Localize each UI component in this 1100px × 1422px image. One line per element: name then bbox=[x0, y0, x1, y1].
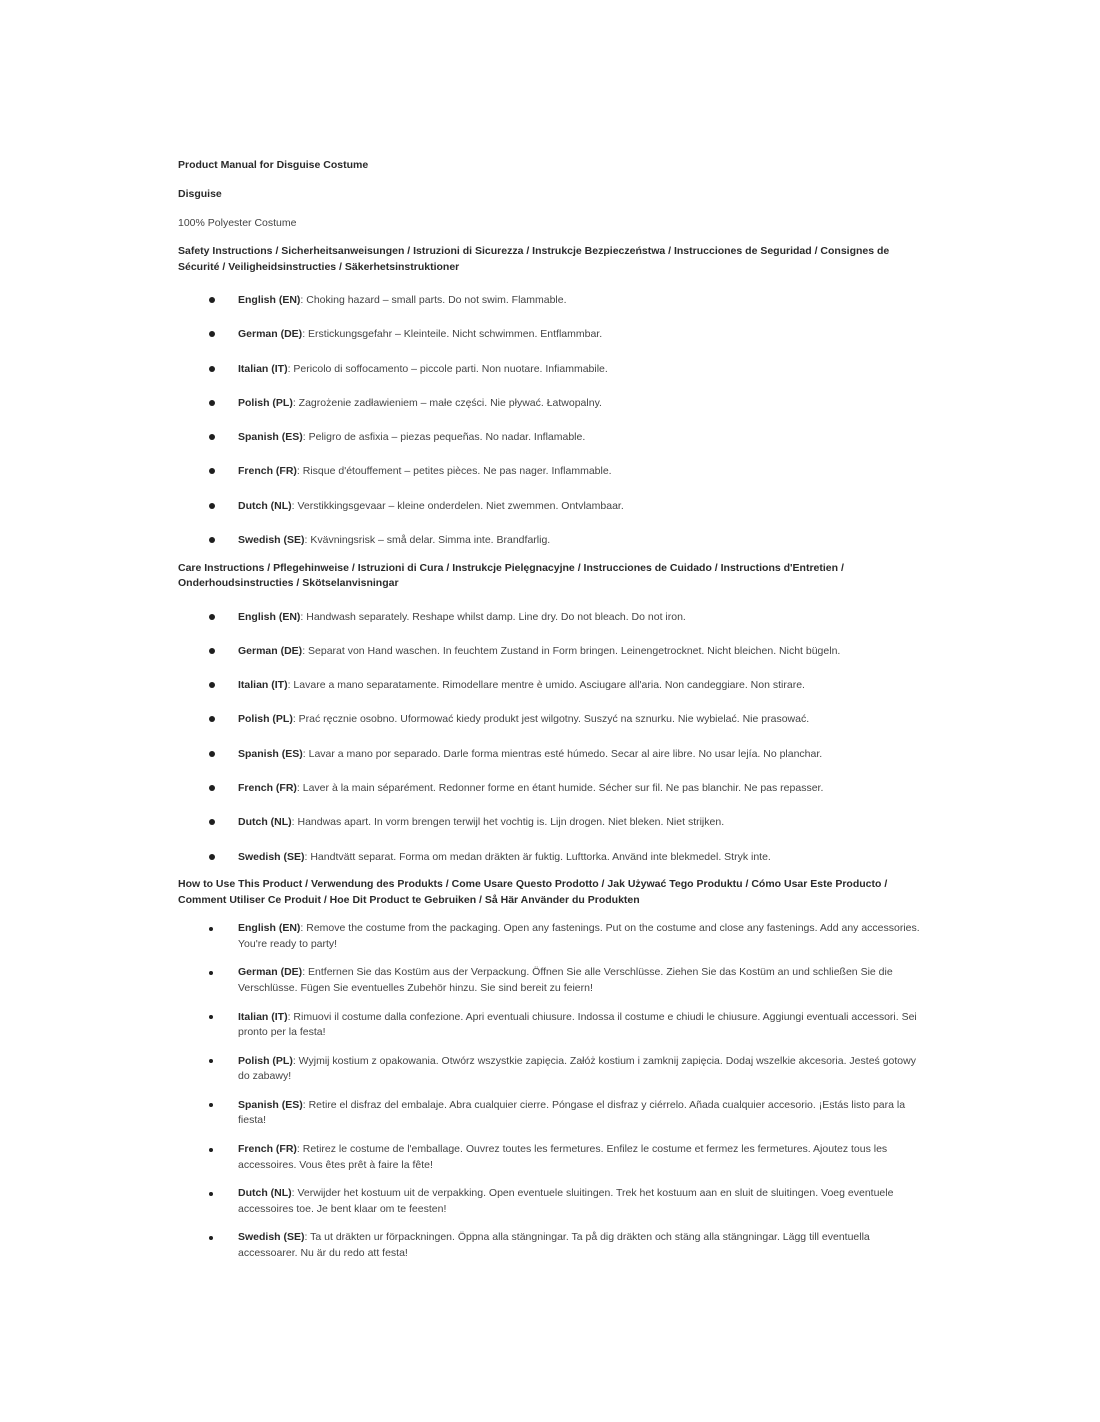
instruction-text: : Erstickungsgefahr – Kleinteile. Nicht schwimmen. Entflammbar. bbox=[302, 328, 603, 341]
list-item bbox=[178, 1142, 928, 1173]
instruction-text: : Separat von Hand waschen. In feuchtem Zustand in Form bringen. Leinengetrocknet. Nicht bleichen. Nicht bügeln. bbox=[302, 644, 841, 657]
instruction-text: : Verstikkingsgevaar – kleine onderdelen. Niet zwemmen. Ontvlambaar. bbox=[291, 499, 624, 512]
instruction-text: : Peligro de asfixia – piezas pequeñas. No nadar. Inflamable. bbox=[302, 431, 586, 444]
language-label: Polish (PL) bbox=[238, 1054, 293, 1067]
instruction-text: : Handwash separately. Reshape whilst damp. Line dry. Do not bleach. Do not iron. bbox=[300, 610, 686, 623]
bullet-icon bbox=[209, 1236, 213, 1240]
list-item bbox=[178, 850, 928, 866]
language-label: Spanish (ES) bbox=[238, 1098, 303, 1111]
list-item bbox=[178, 499, 928, 515]
instruction-text: : Prać ręcznie osobno. Uformować kiedy produkt jest wilgotny. Suszyć na sznurku. Nie wybielać. Nie prasować. bbox=[292, 713, 810, 726]
bullet-icon bbox=[209, 716, 215, 722]
bullet-icon bbox=[209, 648, 215, 654]
instruction-text: : Remove the costume from the packaging. Open any fastenings. Put on the costume and close any fastenings. Add any accessories. You're ready to party! bbox=[238, 922, 920, 950]
instruction-text: : Ta ut dräkten ur förpackningen. Öppna alla stängningar. Ta på dig dräkten och stäng alla stängningar. Lägg till eventuella accessoarer. Nu är du redo att festa! bbox=[238, 1231, 870, 1259]
language-label: German (DE) bbox=[238, 328, 303, 341]
bullet-icon bbox=[209, 1192, 213, 1196]
language-label: Dutch (NL) bbox=[238, 816, 292, 829]
bullet-icon bbox=[209, 1015, 213, 1019]
usage-list bbox=[178, 921, 928, 1261]
instruction-text: : Laver à la main séparément. Redonner forme en étant humide. Sécher sur fil. Ne pas blanchir. Ne pas repasser. bbox=[296, 782, 824, 795]
document-title: Product Manual for Disguise Costume bbox=[178, 159, 369, 171]
language-label: Swedish (SE) bbox=[238, 850, 305, 863]
language-label: Swedish (SE) bbox=[238, 1231, 305, 1244]
bullet-icon bbox=[209, 1103, 213, 1107]
language-label: German (DE) bbox=[238, 966, 303, 979]
bullet-icon bbox=[209, 971, 213, 975]
list-item bbox=[178, 1230, 928, 1261]
bullet-icon bbox=[209, 614, 215, 620]
list-item bbox=[178, 464, 928, 480]
language-label: French (FR) bbox=[238, 1143, 297, 1156]
list-item bbox=[178, 965, 928, 996]
usage-heading: How to Use This Product / Verwendung des Produkts / Come Usare Questo Prodotto / Jak Używać Tego Produktu / Cómo Usar Este Producto / Comment Utiliser Ce Produit / Hoe Dit Product te Gebruiken / Så Här Använder du Produkten bbox=[178, 878, 888, 906]
list-item bbox=[178, 747, 928, 763]
safety-list bbox=[178, 293, 928, 549]
list-item bbox=[178, 712, 928, 728]
instruction-text: : Entfernen Sie das Kostüm aus der Verpackung. Öffnen Sie alle Verschlüsse. Ziehen Sie das Kostüm an und schließen Sie die Verschlüsse. Fügen Sie eventuelles Zubehör hinzu. Sie sind bereit zu feiern! bbox=[238, 966, 893, 994]
language-label: English (EN) bbox=[238, 610, 301, 623]
list-item bbox=[178, 362, 928, 378]
bullet-icon bbox=[209, 297, 215, 303]
list-item bbox=[178, 430, 928, 446]
care-heading: Care Instructions / Pflegehinweise / Istruzioni di Cura / Instrukcje Pielęgnacyjne / Instrucciones de Cuidado / Instructions d'Entretien / Onderhoudsinstructies / Skötselanvisningar bbox=[178, 561, 844, 590]
bullet-icon bbox=[209, 468, 215, 474]
instruction-text: : Retirez le costume de l'emballage. Ouvrez toutes les fermetures. Enfilez le costume et fermez les fermetures. Ajoutez tous les accessoires. Vous êtes prêt à faire la fête! bbox=[238, 1143, 888, 1171]
bullet-icon bbox=[209, 682, 215, 688]
language-label: Spanish (ES) bbox=[238, 747, 303, 760]
list-item bbox=[178, 815, 928, 831]
care-list bbox=[178, 610, 928, 866]
instruction-text: : Rimuovi il costume dalla confezione. Apri eventuali chiusure. Indossa il costume e chiudi le chiusure. Aggiungi eventuali accessori. Sei pronto per la festa! bbox=[238, 1010, 917, 1039]
instruction-text: : Retire el disfraz del embalaje. Abra cualquier cierre. Póngase el disfraz y ciérrelo. Añada cualquier accesorio. ¡Estás listo para la fiesta! bbox=[238, 1098, 906, 1127]
language-label: French (FR) bbox=[238, 782, 297, 795]
bullet-icon bbox=[209, 366, 215, 372]
instruction-text: : Verwijder het kostuum uit de verpakking. Open eventuele sluitingen. Trek het kostuum aan en sluit de sluitingen. Voeg eventuele accessoires toe. Je bent klaar om te feesten! bbox=[238, 1187, 894, 1215]
list-item bbox=[178, 396, 928, 412]
language-label: Italian (IT) bbox=[238, 362, 288, 375]
bullet-icon bbox=[209, 331, 215, 337]
list-item bbox=[178, 781, 928, 797]
list-item bbox=[178, 533, 928, 549]
language-label: Spanish (ES) bbox=[238, 431, 303, 444]
instruction-text: : Pericolo di soffocamento – piccole parti. Non nuotare. Infiammabile. bbox=[287, 362, 608, 375]
language-label: Italian (IT) bbox=[238, 679, 288, 692]
list-item bbox=[178, 327, 928, 343]
instruction-text: : Choking hazard – small parts. Do not swim. Flammable. bbox=[300, 294, 567, 306]
language-label: English (EN) bbox=[238, 294, 301, 306]
language-label: Swedish (SE) bbox=[238, 534, 305, 547]
instruction-text: : Wyjmij kostium z opakowania. Otwórz wszystkie zapięcia. Załóż kostium i zamknij zapięcia. Dodaj wszelkie akcesoria. Jesteś gotowy do zabawy! bbox=[238, 1054, 916, 1083]
list-item bbox=[178, 1054, 928, 1085]
instruction-text: : Kvävningsrisk – små delar. Simma inte. Brandfarlig. bbox=[304, 534, 551, 547]
language-label: Italian (IT) bbox=[238, 1010, 288, 1023]
bullet-icon bbox=[209, 434, 215, 440]
bullet-icon bbox=[209, 854, 215, 860]
instruction-text: : Lavar a mano por separado. Darle forma mientras esté húmedo. Secar al aire libre. No usar lejía. No planchar. bbox=[302, 747, 823, 760]
safety-heading: Safety Instructions / Sicherheitsanweisungen / Istruzioni di Sicurezza / Instrukcje Bezpieczeństwa / Instrucciones de Seguridad / Consignes de Sécurité / Veiligheidsinstructies / Säkerhetsinstruktioner bbox=[178, 245, 890, 273]
brand-name: Disguise bbox=[178, 188, 222, 200]
list-item bbox=[178, 1186, 928, 1217]
language-label: Polish (PL) bbox=[238, 396, 293, 409]
language-label: French (FR) bbox=[238, 465, 297, 478]
list-item bbox=[178, 644, 928, 660]
bullet-icon bbox=[209, 751, 215, 757]
list-item bbox=[178, 1010, 928, 1041]
language-label: German (DE) bbox=[238, 644, 303, 657]
language-label: Polish (PL) bbox=[238, 713, 293, 726]
instruction-text: : Risque d'étouffement – petites pièces. Ne pas nager. Inflammable. bbox=[296, 465, 612, 478]
list-item bbox=[178, 921, 928, 952]
instruction-text: : Zagrożenie zadławieniem – małe części. Nie pływać. Łatwopalny. bbox=[292, 396, 602, 409]
bullet-icon bbox=[209, 1059, 213, 1063]
instruction-text: : Handtvätt separat. Forma om medan dräkten är fuktig. Lufttorka. Använd inte blekmedel. Stryk inte. bbox=[304, 850, 771, 863]
list-item bbox=[178, 293, 928, 309]
language-label: Dutch (NL) bbox=[238, 1187, 292, 1200]
bullet-icon bbox=[209, 537, 215, 543]
list-item bbox=[178, 1098, 928, 1129]
list-item bbox=[178, 610, 928, 626]
list-item bbox=[178, 678, 928, 694]
bullet-icon bbox=[209, 503, 215, 509]
bullet-icon bbox=[209, 400, 215, 406]
bullet-icon bbox=[209, 785, 215, 791]
bullet-icon bbox=[209, 927, 213, 931]
bullet-icon bbox=[209, 819, 215, 825]
instruction-text: : Handwas apart. In vorm brengen terwijl het vochtig is. Lijn drogen. Niet bleken. Niet strijken. bbox=[291, 816, 725, 829]
language-label: English (EN) bbox=[238, 922, 301, 935]
language-label: Dutch (NL) bbox=[238, 499, 292, 512]
instruction-text: : Lavare a mano separatamente. Rimodellare mentre è umido. Asciugare all'aria. Non candeggiare. Non stirare. bbox=[287, 679, 805, 692]
material-description: 100% Polyester Costume bbox=[178, 217, 297, 229]
manual-page bbox=[178, 158, 928, 1261]
bullet-icon bbox=[209, 1148, 213, 1152]
